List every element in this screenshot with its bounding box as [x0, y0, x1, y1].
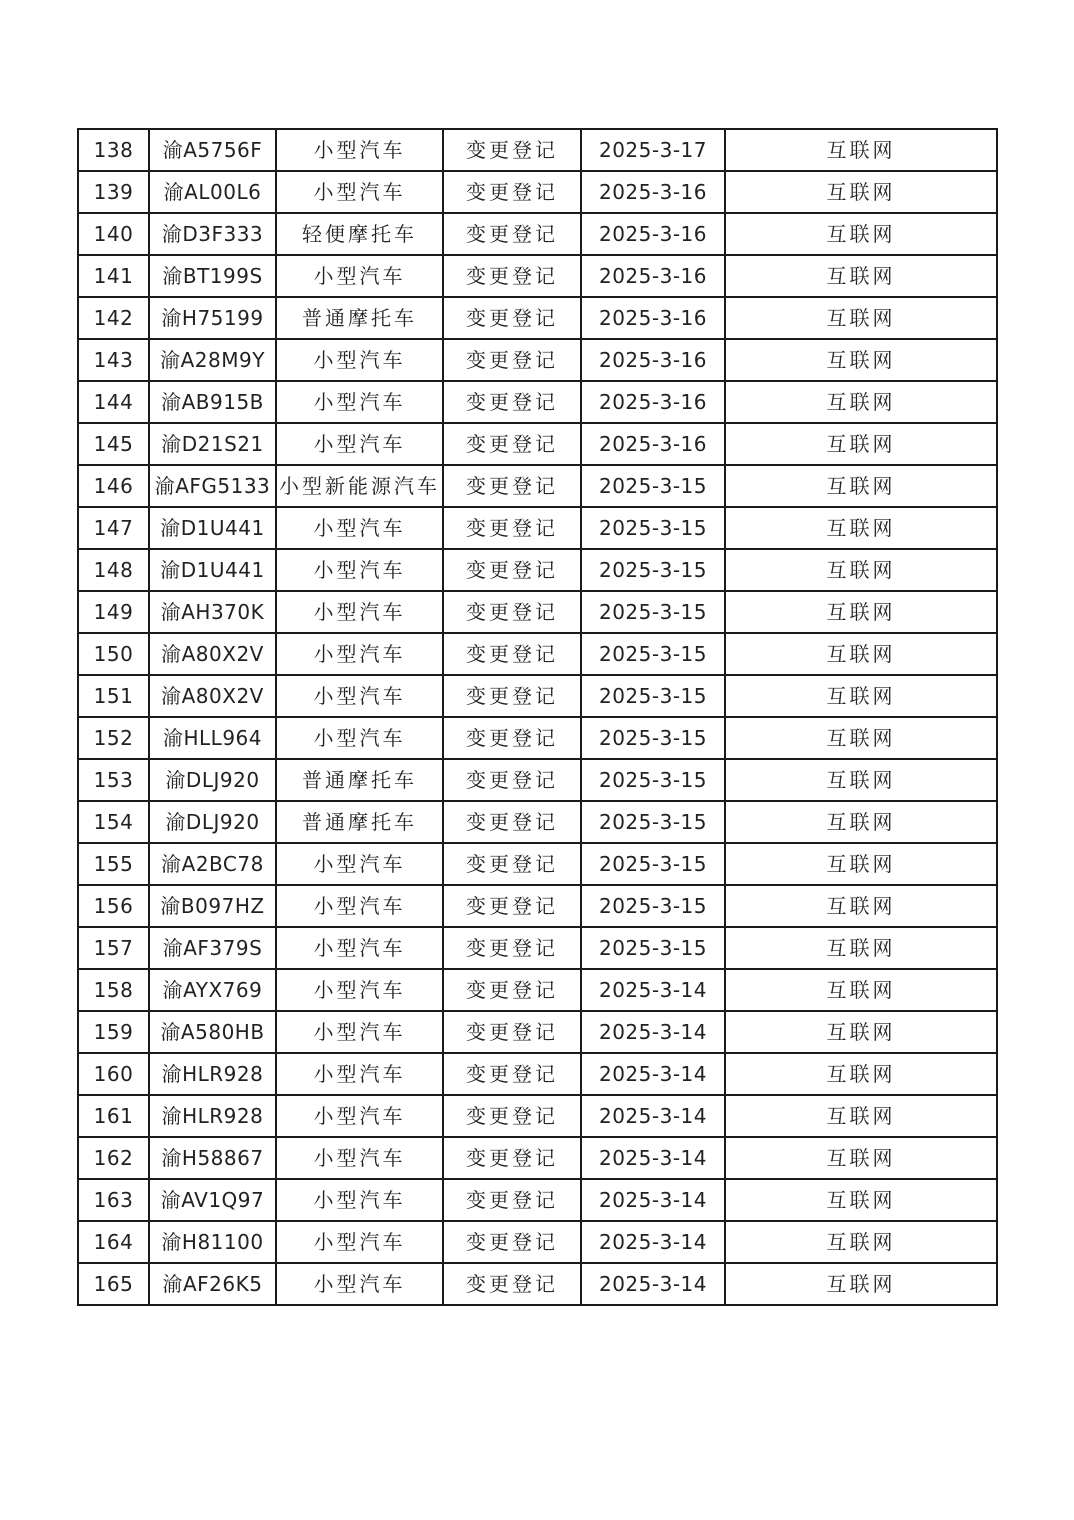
table-row	[78, 465, 997, 507]
operation-cell: 变更登记	[443, 255, 581, 297]
row-index-cell: 144	[78, 381, 149, 423]
table-row	[78, 675, 997, 717]
channel-cell: 互联网	[725, 1011, 997, 1053]
table-row	[78, 1179, 997, 1221]
table-row	[78, 381, 997, 423]
table-row	[78, 213, 997, 255]
row-index-cell: 145	[78, 423, 149, 465]
operation-cell: 变更登记	[443, 801, 581, 843]
vehicle-type-cell: 小型汽车	[276, 381, 443, 423]
row-index-cell: 139	[78, 171, 149, 213]
plate-number-cell: 渝HLR928	[149, 1095, 276, 1137]
vehicle-registration-table	[77, 128, 998, 1306]
table-row	[78, 885, 997, 927]
table-row	[78, 591, 997, 633]
operation-cell: 变更登记	[443, 213, 581, 255]
vehicle-type-cell: 小型汽车	[276, 927, 443, 969]
row-index-cell: 161	[78, 1095, 149, 1137]
vehicle-type-cell: 小型汽车	[276, 423, 443, 465]
plate-number-cell: 渝D3F333	[149, 213, 276, 255]
channel-cell: 互联网	[725, 843, 997, 885]
channel-cell: 互联网	[725, 633, 997, 675]
operation-cell: 变更登记	[443, 969, 581, 1011]
channel-cell: 互联网	[725, 507, 997, 549]
date-cell: 2025-3-15	[581, 465, 725, 507]
table-row	[78, 1053, 997, 1095]
table-row	[78, 171, 997, 213]
vehicle-type-cell: 小型汽车	[276, 1263, 443, 1305]
plate-number-cell: 渝B097HZ	[149, 885, 276, 927]
plate-number-cell: 渝AF379S	[149, 927, 276, 969]
plate-number-cell: 渝D1U441	[149, 507, 276, 549]
vehicle-type-cell: 轻便摩托车	[276, 213, 443, 255]
plate-number-cell: 渝AF26K5	[149, 1263, 276, 1305]
row-index-cell: 147	[78, 507, 149, 549]
plate-number-cell: 渝A580HB	[149, 1011, 276, 1053]
plate-number-cell: 渝H81100	[149, 1221, 276, 1263]
operation-cell: 变更登记	[443, 423, 581, 465]
date-cell: 2025-3-14	[581, 969, 725, 1011]
vehicle-type-cell: 小型汽车	[276, 885, 443, 927]
channel-cell: 互联网	[725, 1263, 997, 1305]
operation-cell: 变更登记	[443, 381, 581, 423]
vehicle-type-cell: 小型汽车	[276, 339, 443, 381]
operation-cell: 变更登记	[443, 297, 581, 339]
date-cell: 2025-3-14	[581, 1263, 725, 1305]
channel-cell: 互联网	[725, 1095, 997, 1137]
table-row	[78, 1221, 997, 1263]
operation-cell: 变更登记	[443, 465, 581, 507]
date-cell: 2025-3-15	[581, 885, 725, 927]
plate-number-cell: 渝DLJ920	[149, 759, 276, 801]
date-cell: 2025-3-15	[581, 759, 725, 801]
date-cell: 2025-3-15	[581, 549, 725, 591]
vehicle-type-cell: 小型汽车	[276, 1011, 443, 1053]
channel-cell: 互联网	[725, 465, 997, 507]
vehicle-type-cell: 小型新能源汽车	[276, 465, 443, 507]
date-cell: 2025-3-16	[581, 297, 725, 339]
operation-cell: 变更登记	[443, 549, 581, 591]
plate-number-cell: 渝AB915B	[149, 381, 276, 423]
channel-cell: 互联网	[725, 171, 997, 213]
plate-number-cell: 渝H58867	[149, 1137, 276, 1179]
row-index-cell: 140	[78, 213, 149, 255]
vehicle-type-cell: 小型汽车	[276, 717, 443, 759]
row-index-cell: 157	[78, 927, 149, 969]
channel-cell: 互联网	[725, 255, 997, 297]
vehicle-type-cell: 小型汽车	[276, 1095, 443, 1137]
plate-number-cell: 渝AFG5133	[149, 465, 276, 507]
operation-cell: 变更登记	[443, 1053, 581, 1095]
operation-cell: 变更登记	[443, 843, 581, 885]
plate-number-cell: 渝D21S21	[149, 423, 276, 465]
row-index-cell: 163	[78, 1179, 149, 1221]
date-cell: 2025-3-15	[581, 717, 725, 759]
date-cell: 2025-3-14	[581, 1137, 725, 1179]
row-index-cell: 159	[78, 1011, 149, 1053]
date-cell: 2025-3-14	[581, 1221, 725, 1263]
table-row	[78, 969, 997, 1011]
plate-number-cell: 渝A80X2V	[149, 633, 276, 675]
date-cell: 2025-3-16	[581, 171, 725, 213]
date-cell: 2025-3-15	[581, 675, 725, 717]
date-cell: 2025-3-15	[581, 801, 725, 843]
date-cell: 2025-3-16	[581, 255, 725, 297]
date-cell: 2025-3-15	[581, 633, 725, 675]
vehicle-type-cell: 小型汽车	[276, 1221, 443, 1263]
channel-cell: 互联网	[725, 969, 997, 1011]
vehicle-type-cell: 小型汽车	[276, 675, 443, 717]
channel-cell: 互联网	[725, 1053, 997, 1095]
plate-number-cell: 渝A80X2V	[149, 675, 276, 717]
operation-cell: 变更登记	[443, 1221, 581, 1263]
plate-number-cell: 渝AH370K	[149, 591, 276, 633]
table-row	[78, 843, 997, 885]
row-index-cell: 141	[78, 255, 149, 297]
row-index-cell: 138	[78, 129, 149, 171]
operation-cell: 变更登记	[443, 1137, 581, 1179]
table-row	[78, 927, 997, 969]
table-row	[78, 1263, 997, 1305]
operation-cell: 变更登记	[443, 759, 581, 801]
row-index-cell: 156	[78, 885, 149, 927]
row-index-cell: 160	[78, 1053, 149, 1095]
table-row	[78, 297, 997, 339]
row-index-cell: 162	[78, 1137, 149, 1179]
channel-cell: 互联网	[725, 549, 997, 591]
operation-cell: 变更登记	[443, 129, 581, 171]
vehicle-type-cell: 小型汽车	[276, 1053, 443, 1095]
vehicle-type-cell: 小型汽车	[276, 591, 443, 633]
table-row	[78, 1095, 997, 1137]
date-cell: 2025-3-14	[581, 1053, 725, 1095]
date-cell: 2025-3-16	[581, 423, 725, 465]
table-row	[78, 549, 997, 591]
date-cell: 2025-3-15	[581, 591, 725, 633]
plate-number-cell: 渝D1U441	[149, 549, 276, 591]
row-index-cell: 146	[78, 465, 149, 507]
plate-number-cell: 渝BT199S	[149, 255, 276, 297]
date-cell: 2025-3-16	[581, 213, 725, 255]
operation-cell: 变更登记	[443, 591, 581, 633]
date-cell: 2025-3-15	[581, 507, 725, 549]
operation-cell: 变更登记	[443, 633, 581, 675]
vehicle-type-cell: 小型汽车	[276, 507, 443, 549]
operation-cell: 变更登记	[443, 507, 581, 549]
row-index-cell: 165	[78, 1263, 149, 1305]
operation-cell: 变更登记	[443, 171, 581, 213]
table-row	[78, 339, 997, 381]
table-row	[78, 423, 997, 465]
row-index-cell: 149	[78, 591, 149, 633]
row-index-cell: 158	[78, 969, 149, 1011]
table-row	[78, 1011, 997, 1053]
table-row	[78, 801, 997, 843]
channel-cell: 互联网	[725, 423, 997, 465]
table-row	[78, 255, 997, 297]
channel-cell: 互联网	[725, 675, 997, 717]
channel-cell: 互联网	[725, 1179, 997, 1221]
channel-cell: 互联网	[725, 339, 997, 381]
plate-number-cell: 渝AYX769	[149, 969, 276, 1011]
plate-number-cell: 渝A2BC78	[149, 843, 276, 885]
vehicle-type-cell: 小型汽车	[276, 255, 443, 297]
vehicle-type-cell: 小型汽车	[276, 171, 443, 213]
table-body	[78, 129, 997, 1305]
table-row	[78, 717, 997, 759]
plate-number-cell: 渝A5756F	[149, 129, 276, 171]
date-cell: 2025-3-17	[581, 129, 725, 171]
channel-cell: 互联网	[725, 1137, 997, 1179]
channel-cell: 互联网	[725, 801, 997, 843]
date-cell: 2025-3-15	[581, 843, 725, 885]
operation-cell: 变更登记	[443, 1095, 581, 1137]
operation-cell: 变更登记	[443, 885, 581, 927]
date-cell: 2025-3-14	[581, 1179, 725, 1221]
channel-cell: 互联网	[725, 591, 997, 633]
plate-number-cell: 渝H75199	[149, 297, 276, 339]
row-index-cell: 148	[78, 549, 149, 591]
row-index-cell: 153	[78, 759, 149, 801]
channel-cell: 互联网	[725, 759, 997, 801]
vehicle-type-cell: 小型汽车	[276, 969, 443, 1011]
vehicle-type-cell: 小型汽车	[276, 633, 443, 675]
vehicle-type-cell: 小型汽车	[276, 549, 443, 591]
operation-cell: 变更登记	[443, 927, 581, 969]
date-cell: 2025-3-14	[581, 1011, 725, 1053]
vehicle-type-cell: 普通摩托车	[276, 801, 443, 843]
row-index-cell: 150	[78, 633, 149, 675]
plate-number-cell: 渝DLJ920	[149, 801, 276, 843]
channel-cell: 互联网	[725, 381, 997, 423]
table-row	[78, 129, 997, 171]
row-index-cell: 142	[78, 297, 149, 339]
channel-cell: 互联网	[725, 927, 997, 969]
date-cell: 2025-3-16	[581, 381, 725, 423]
row-index-cell: 154	[78, 801, 149, 843]
table-row	[78, 633, 997, 675]
operation-cell: 变更登记	[443, 717, 581, 759]
operation-cell: 变更登记	[443, 1263, 581, 1305]
channel-cell: 互联网	[725, 297, 997, 339]
plate-number-cell: 渝AV1Q97	[149, 1179, 276, 1221]
table-row	[78, 759, 997, 801]
channel-cell: 互联网	[725, 717, 997, 759]
table-row	[78, 1137, 997, 1179]
plate-number-cell: 渝HLL964	[149, 717, 276, 759]
vehicle-type-cell: 小型汽车	[276, 843, 443, 885]
row-index-cell: 152	[78, 717, 149, 759]
plate-number-cell: 渝HLR928	[149, 1053, 276, 1095]
channel-cell: 互联网	[725, 129, 997, 171]
channel-cell: 互联网	[725, 213, 997, 255]
row-index-cell: 143	[78, 339, 149, 381]
channel-cell: 互联网	[725, 1221, 997, 1263]
vehicle-type-cell: 小型汽车	[276, 129, 443, 171]
vehicle-type-cell: 普通摩托车	[276, 297, 443, 339]
vehicle-type-cell: 普通摩托车	[276, 759, 443, 801]
table-row	[78, 507, 997, 549]
vehicle-type-cell: 小型汽车	[276, 1137, 443, 1179]
channel-cell: 互联网	[725, 885, 997, 927]
operation-cell: 变更登记	[443, 1179, 581, 1221]
operation-cell: 变更登记	[443, 675, 581, 717]
date-cell: 2025-3-14	[581, 1095, 725, 1137]
date-cell: 2025-3-16	[581, 339, 725, 381]
vehicle-type-cell: 小型汽车	[276, 1179, 443, 1221]
operation-cell: 变更登记	[443, 1011, 581, 1053]
row-index-cell: 164	[78, 1221, 149, 1263]
operation-cell: 变更登记	[443, 339, 581, 381]
date-cell: 2025-3-15	[581, 927, 725, 969]
plate-number-cell: 渝AL00L6	[149, 171, 276, 213]
row-index-cell: 155	[78, 843, 149, 885]
plate-number-cell: 渝A28M9Y	[149, 339, 276, 381]
row-index-cell: 151	[78, 675, 149, 717]
